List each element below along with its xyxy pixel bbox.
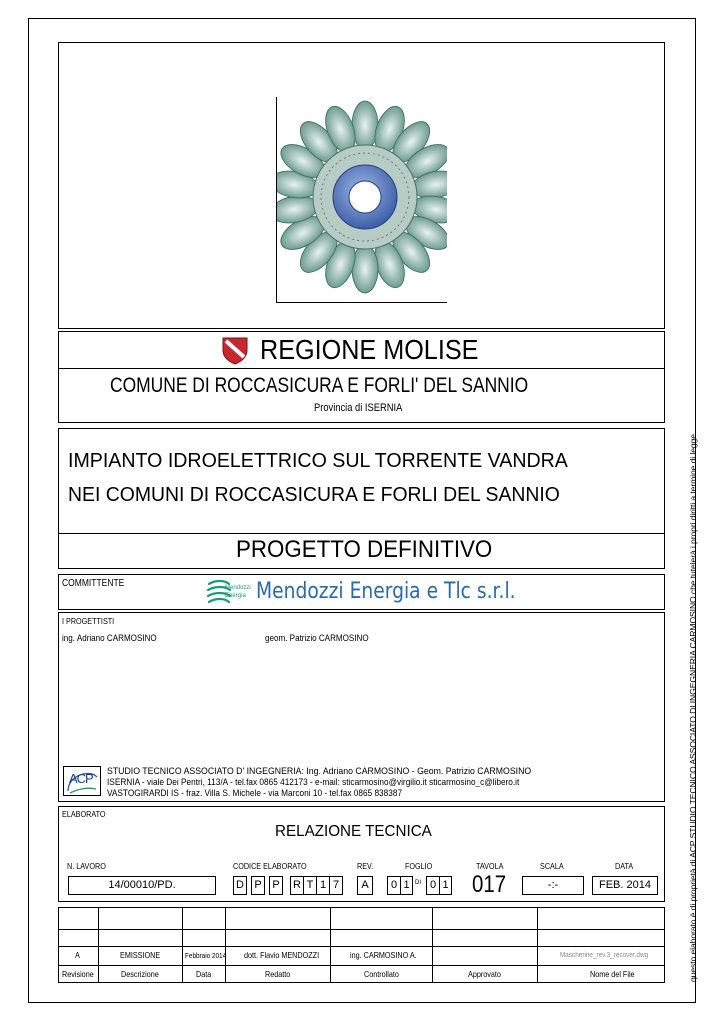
project-phase: PROGETTO DEFINITIVO [236, 536, 493, 563]
company-name: Mendozzi Energia e Tlc s.r.l. [256, 579, 516, 604]
rev-row-data: Febbraio 2014 [185, 951, 227, 960]
studio-line-2: ISERNIA - viale Dei Pentri, 113/A - tel.fax 0865 412173 - e-mail: sticarmosino@virgilio.it sticarmosino_c@libero.it [107, 777, 520, 787]
codice-label: CODICE ELABORATO [233, 861, 307, 871]
rev-label: REV. [357, 861, 374, 871]
foglio-a-2: 1 [400, 876, 413, 895]
turbine-image [276, 97, 447, 303]
rev-row-redatto: dott. Flavio MENDOZZI [244, 950, 320, 960]
progettisti-label: I PROGETTISTI [62, 616, 115, 626]
header-nome-file: Nome del File [590, 969, 635, 979]
engineer-name: ing. Adriano CARMOSINO [62, 633, 157, 644]
studio-logo-text: ACP [69, 771, 93, 786]
company-logo-text-1: Mendozzi [225, 585, 251, 591]
header-revisione: Revisione [62, 969, 94, 979]
geometra-name: geom. Patrizio CARMOSINO [265, 633, 369, 644]
codice-char-5: T [303, 876, 316, 895]
codice-char-3: P [269, 876, 283, 895]
comune-title: COMUNE DI ROCCASICURA E FORLI' DEL SANNIO [110, 374, 529, 397]
foglio-di: DI [415, 880, 421, 886]
company-logo [205, 578, 253, 606]
tavola-value: 017 [472, 871, 507, 898]
studio-line-1: STUDIO TECNICO ASSOCIATO D' INGEGNERIA: Ing. Adriano CARMOSINO - Geom. Patrizio CARMOSINO [107, 766, 532, 777]
codice-char-6: 1 [316, 876, 329, 895]
data-value: FEB. 2014 [592, 876, 658, 895]
n-lavoro-value: 14/00010/PD. [68, 876, 216, 895]
tavola-label: TAVOLA [476, 861, 504, 871]
project-line-1: IMPIANTO IDROELETTRICO SUL TORRENTE VANDRA [68, 450, 568, 472]
rev-row-controllato: ing. CARMOSINO A. [350, 950, 417, 960]
foglio-b-2: 1 [439, 876, 452, 895]
foglio-a-1: 0 [387, 876, 400, 895]
provincia-label: Provincia di ISERNIA [314, 402, 403, 414]
rev-row-file: Mascherine_rev.3_recover.dwg [560, 950, 649, 959]
project-line-2: NEI COMUNI DI ROCCASICURA E FORLI DEL SANNIO [68, 484, 560, 506]
side-note: questo elaborato è di proprietà di ACP STUDIO TECNICO ASSOCIATO DI INGEGNERIA CARMOSINO che tutelerà i propri diritti a termine di legge [688, 434, 698, 982]
codice-char-1: D [233, 876, 247, 895]
rev-row-rev: A [75, 950, 80, 960]
studio-line-3: VASTOGIRARDI IS - fraz. Villa S. Michele - via Marconi 10 - tel.fax 0865 838387 [107, 788, 403, 798]
foglio-label: FOGLIO [405, 861, 433, 871]
n-lavoro-label: N. LAVORO [67, 861, 106, 871]
studio-logo-box [63, 766, 101, 796]
rev-value: A [357, 876, 373, 895]
codice-char-7: 7 [329, 876, 343, 895]
region-title: REGIONE MOLISE [260, 334, 479, 365]
elaborato-label: ELABORATO [62, 809, 106, 819]
header-controllato: Controllato [364, 969, 399, 979]
region-coat-of-arms [220, 335, 250, 370]
header-data: Data [196, 969, 212, 979]
committente-label: COMMITTENTE [62, 578, 125, 589]
data-label: DATA [615, 861, 634, 871]
header-approvato: Approvato [468, 969, 501, 979]
header-redatto: Redatto [265, 969, 291, 979]
header-descrizione: Descrizione [121, 969, 159, 979]
scala-label: SCALA [540, 861, 564, 871]
scala-value: -:- [522, 876, 584, 895]
foglio-b-1: 0 [426, 876, 439, 895]
codice-char-2: P [251, 876, 265, 895]
elaborato-title: RELAZIONE TECNICA [275, 823, 432, 840]
company-logo-text-2: Energia [225, 593, 246, 599]
codice-char-4: R [290, 876, 303, 895]
rev-row-descr: EMISSIONE [120, 950, 161, 960]
